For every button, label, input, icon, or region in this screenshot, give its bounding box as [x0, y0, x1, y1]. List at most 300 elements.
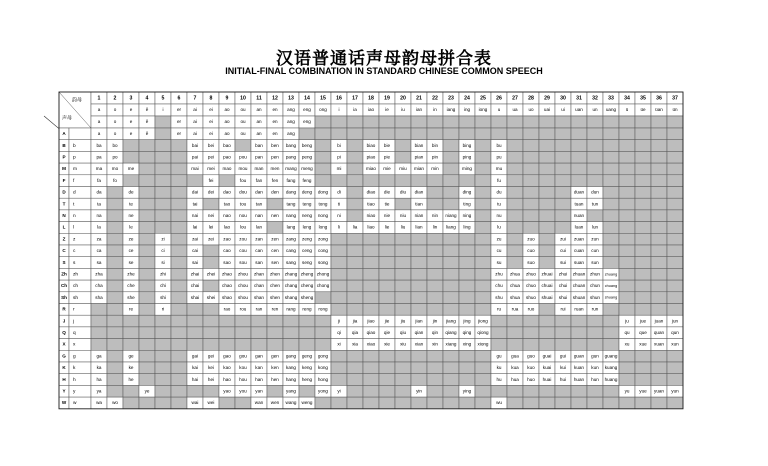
syllable-cell: [139, 257, 155, 269]
row-number: W: [61, 400, 67, 406]
syllable-cell: [139, 339, 155, 351]
syllable-label: hun: [591, 376, 599, 382]
syllable-label: tai: [192, 201, 198, 207]
syllable-label: bi: [337, 142, 341, 148]
syllable-label: ca: [96, 248, 102, 254]
syllable-cell: [299, 339, 315, 351]
syllable-label: nen: [271, 212, 279, 218]
syllable-label: wen: [270, 400, 280, 406]
syllable-label: den: [271, 189, 279, 195]
syllable-label: hui: [559, 376, 567, 382]
syllable-label: chong: [316, 283, 330, 289]
syllable-cell: [603, 140, 619, 152]
syllable-label: kuo: [527, 365, 535, 371]
syllable-cell: [459, 397, 475, 409]
syllable-cell: [91, 339, 107, 351]
syllable-label: guang: [604, 353, 618, 359]
syllable-cell: [203, 257, 219, 269]
syllable-cell: [331, 257, 347, 269]
syllable-cell: [107, 233, 123, 245]
syllable-cell: [603, 187, 619, 199]
syllable-label: rui: [560, 306, 566, 312]
syllable-cell: [427, 233, 443, 245]
column-number: 28: [528, 95, 534, 102]
syllable-label: chu: [495, 283, 503, 289]
syllable-label: o: [113, 131, 117, 137]
syllable-cell: [171, 304, 187, 316]
row-number: J: [62, 318, 66, 324]
syllable-label: tang: [286, 201, 296, 207]
syllable-label: hang: [285, 376, 297, 382]
syllable-cell: [539, 163, 555, 175]
syllable-cell: [411, 245, 427, 257]
syllable-cell: [107, 292, 123, 304]
syllable-cell: [587, 163, 603, 175]
syllable-label: weng: [301, 400, 313, 406]
syllable-cell: [507, 163, 523, 175]
syllable-cell: [315, 151, 331, 163]
syllable-cell: [155, 327, 171, 339]
syllable-cell: [539, 128, 555, 140]
syllable-cell: [331, 362, 347, 374]
syllable-cell: [443, 140, 459, 152]
syllable-label: tiao: [367, 201, 375, 207]
syllable-label: zhuang: [604, 272, 618, 277]
syllable-label: pa: [96, 154, 102, 160]
final-zero-initial-label: o: [113, 119, 117, 125]
syllable-label: pei: [207, 154, 215, 160]
syllable-label: an: [256, 131, 262, 137]
syllable-label: shan: [254, 294, 264, 300]
syllable-cell: [443, 304, 459, 316]
syllable-cell: [539, 304, 555, 316]
syllable-label: zang: [286, 236, 296, 242]
syllable-cell: [539, 397, 555, 409]
syllable-label: di: [337, 189, 341, 195]
syllable-cell: [395, 280, 411, 292]
title-english: INITIAL-FINAL COMBINATION IN STANDARD CHINESE COMMON SPEECH: [225, 66, 543, 76]
column-number: 20: [400, 95, 406, 102]
final-label: uang: [605, 107, 617, 113]
syllable-label: ni: [337, 212, 341, 218]
syllable-cell: [427, 245, 443, 257]
syllable-cell: [267, 385, 283, 397]
syllable-cell: [411, 292, 427, 304]
syllable-label: zen: [271, 236, 279, 242]
syllable-label: zui: [560, 236, 566, 242]
syllable-label: dao: [223, 189, 231, 195]
syllable-label: niang: [445, 212, 457, 218]
syllable-label: de: [128, 189, 134, 195]
syllable-cell: [475, 163, 491, 175]
syllable-label: nuan: [573, 212, 585, 218]
syllable-cell: [603, 397, 619, 409]
syllable-label: tian: [415, 201, 423, 207]
syllable-label: wang: [285, 400, 297, 406]
syllable-label: en: [272, 131, 278, 137]
syllable-label: wa: [96, 400, 102, 406]
syllable-cell: [315, 327, 331, 339]
final-zero-initial-cell: [443, 116, 459, 128]
syllable-label: shao: [222, 294, 232, 300]
syllable-label: ken: [271, 365, 279, 371]
syllable-cell: [539, 175, 555, 187]
syllable-label: mang: [285, 166, 297, 172]
syllable-cell: [379, 257, 395, 269]
syllable-cell: [459, 128, 475, 140]
syllable-label: qun: [671, 329, 679, 335]
syllable-cell: [635, 233, 651, 245]
syllable-cell: [539, 140, 555, 152]
syllable-cell: [571, 151, 587, 163]
syllable-label: ren: [271, 306, 279, 312]
syllable-label: ao: [224, 131, 230, 137]
syllable-cell: [411, 304, 427, 316]
syllable-label: die: [383, 189, 391, 195]
syllable-label: nie: [383, 212, 391, 218]
syllable-label: he: [128, 376, 134, 382]
syllable-cell: [139, 280, 155, 292]
syllable-cell: [379, 233, 395, 245]
syllable-label: mei: [207, 166, 215, 172]
syllable-cell: [411, 268, 427, 280]
syllable-cell: [107, 315, 123, 327]
syllable-cell: [363, 350, 379, 362]
syllable-label: zhuai: [541, 271, 553, 277]
syllable-cell: [347, 233, 363, 245]
syllable-label: e: [129, 131, 133, 137]
syllable-label: shi: [160, 294, 166, 300]
syllable-label: bian: [414, 142, 424, 148]
syllable-label: mie: [383, 166, 391, 172]
syllable-cell: [475, 268, 491, 280]
syllable-cell: [427, 397, 443, 409]
syllable-cell: [171, 327, 187, 339]
syllable-label: pie: [383, 154, 391, 160]
syllable-label: ye: [144, 388, 150, 394]
syllable-cell: [139, 397, 155, 409]
syllable-cell: [571, 339, 587, 351]
syllable-label: chen: [270, 283, 280, 289]
syllable-label: dan: [255, 189, 263, 195]
syllable-cell: [635, 257, 651, 269]
syllable-label: hei: [207, 376, 215, 382]
syllable-label: cuan: [574, 248, 584, 254]
syllable-cell: [571, 315, 587, 327]
syllable-cell: [603, 257, 619, 269]
syllable-cell: [619, 151, 635, 163]
syllable-cell: [667, 163, 683, 175]
syllable-label: xie: [384, 341, 390, 347]
syllable-label: ti: [337, 201, 341, 207]
syllable-cell: [507, 257, 523, 269]
syllable-label: men: [270, 166, 280, 172]
syllable-label: mo: [111, 166, 119, 172]
column-number: 3: [129, 95, 133, 102]
syllable-cell: [555, 128, 571, 140]
syllable-label: geng: [301, 353, 313, 359]
column-number: 22: [432, 95, 438, 102]
initial-label: q: [73, 331, 76, 337]
column-number: 4: [145, 95, 149, 102]
column-number: 26: [496, 95, 502, 102]
syllable-label: wo: [112, 400, 118, 406]
syllable-label: fei: [208, 177, 214, 183]
syllable-cell: [347, 362, 363, 374]
final-zero-initial-label: a: [97, 119, 101, 125]
final-label: ie: [385, 107, 389, 113]
syllable-cell: [171, 315, 187, 327]
syllable-cell: [635, 151, 651, 163]
syllable-cell: [219, 327, 235, 339]
final-label: iang: [446, 107, 456, 113]
initial-cell: [69, 128, 91, 140]
syllable-label: lei: [208, 224, 214, 230]
syllable-cell: [171, 362, 187, 374]
syllable-cell: [667, 128, 683, 140]
initial-label: b: [73, 143, 76, 149]
syllable-label: pai: [191, 154, 199, 160]
syllable-cell: [539, 198, 555, 210]
syllable-cell: [603, 327, 619, 339]
syllable-cell: [571, 385, 587, 397]
syllable-cell: [363, 175, 379, 187]
syllable-label: cu: [496, 248, 502, 254]
syllable-cell: [331, 350, 347, 362]
syllable-label: nou: [239, 212, 247, 218]
initial-label: k: [73, 366, 76, 372]
syllable-label: lian: [415, 224, 423, 230]
syllable-label: pao: [223, 154, 231, 160]
syllable-cell: [251, 339, 267, 351]
syllable-label: da: [96, 189, 102, 195]
column-number: 36: [656, 95, 662, 102]
syllable-label: gua: [511, 353, 519, 359]
syllable-cell: [139, 268, 155, 280]
syllable-cell: [139, 327, 155, 339]
syllable-label: ling: [463, 224, 471, 230]
syllable-label: pin: [431, 154, 439, 160]
syllable-label: seng: [302, 259, 312, 265]
syllable-label: yun: [671, 388, 679, 394]
final-zero-initial-label: en: [272, 119, 278, 125]
syllable-label: shou: [238, 294, 248, 300]
syllable-label: zhui: [558, 271, 568, 277]
syllable-label: ei: [209, 131, 213, 137]
syllable-cell: [667, 233, 683, 245]
syllable-cell: [379, 350, 395, 362]
final-label: e: [129, 107, 133, 113]
syllable-cell: [347, 175, 363, 187]
syllable-label: leng: [302, 224, 312, 230]
syllable-label: kun: [591, 365, 599, 371]
syllable-label: qing: [462, 329, 472, 335]
syllable-label: cun: [591, 248, 599, 254]
final-label: i: [338, 107, 340, 113]
syllable-label: jiong: [478, 318, 488, 324]
syllable-cell: [539, 222, 555, 234]
syllable-label: fang: [286, 177, 296, 183]
syllable-cell: [171, 350, 187, 362]
syllable-label: nan: [255, 212, 263, 218]
syllable-label: zan: [255, 236, 263, 242]
syllable-label: zai: [192, 236, 198, 242]
syllable-cell: [651, 128, 667, 140]
syllable-cell: [475, 233, 491, 245]
final-zero-initial-cell: [667, 116, 683, 128]
syllable-cell: [139, 304, 155, 316]
syllable-cell: [587, 339, 603, 351]
syllable-cell: [619, 304, 635, 316]
syllable-cell: [107, 327, 123, 339]
syllable-cell: [299, 315, 315, 327]
syllable-label: huai: [542, 376, 552, 382]
syllable-cell: [475, 397, 491, 409]
syllable-cell: [523, 163, 539, 175]
syllable-cell: [155, 140, 171, 152]
syllable-label: tou: [239, 201, 247, 207]
syllable-cell: [107, 374, 123, 386]
syllable-cell: [635, 292, 651, 304]
syllable-label: dei: [207, 189, 215, 195]
syllable-cell: [347, 268, 363, 280]
column-number: 13: [288, 95, 294, 102]
syllable-cell: [139, 210, 155, 222]
syllable-cell: [363, 362, 379, 374]
final-zero-initial-label: e: [129, 119, 133, 125]
final-zero-initial-label: ei: [209, 119, 213, 125]
initial-label: m: [73, 167, 77, 173]
syllable-label: lun: [591, 224, 599, 230]
final-zero-initial-label: er: [176, 119, 182, 125]
syllable-cell: [219, 315, 235, 327]
syllable-label: lu: [497, 224, 501, 230]
syllable-label: diu: [399, 189, 407, 195]
syllable-cell: [523, 315, 539, 327]
syllable-cell: [475, 128, 491, 140]
syllable-cell: [331, 175, 347, 187]
column-number: 32: [592, 95, 598, 102]
syllable-label: huang: [604, 376, 618, 382]
syllable-label: mou: [238, 166, 248, 172]
syllable-label: ba: [96, 142, 102, 148]
initial-label: c: [73, 249, 76, 255]
syllable-cell: [107, 222, 123, 234]
syllable-cell: [171, 163, 187, 175]
syllable-label: xiang: [445, 341, 457, 347]
syllable-label: te: [129, 201, 133, 207]
syllable-cell: [651, 280, 667, 292]
syllable-cell: [459, 245, 475, 257]
syllable-cell: [651, 374, 667, 386]
syllable-cell: [331, 245, 347, 257]
syllable-label: yong: [318, 388, 328, 394]
row-number: T: [62, 201, 66, 207]
final-zero-initial-cell: [523, 116, 539, 128]
row-number: B: [62, 142, 66, 148]
final-label: iong: [478, 107, 488, 113]
syllable-cell: [475, 280, 491, 292]
syllable-label: chang: [284, 283, 298, 289]
syllable-label: zha: [95, 271, 103, 277]
syllable-cell: [619, 257, 635, 269]
final-zero-initial-cell: [411, 116, 427, 128]
column-number: 14: [304, 95, 310, 102]
syllable-cell: [219, 175, 235, 187]
column-number: 12: [272, 95, 278, 102]
syllable-cell: [491, 315, 507, 327]
syllable-cell: [107, 245, 123, 257]
corner-label-initials: 声母: [61, 115, 73, 122]
column-number: 24: [464, 95, 470, 102]
syllable-label: zuan: [574, 236, 584, 242]
column-number: 34: [624, 95, 630, 102]
syllable-cell: [123, 339, 139, 351]
syllable-cell: [555, 140, 571, 152]
syllable-cell: [427, 268, 443, 280]
syllable-cell: [315, 175, 331, 187]
syllable-label: tuan: [574, 201, 584, 207]
syllable-label: mai: [191, 166, 199, 172]
syllable-label: cen: [271, 248, 279, 254]
final-label: ian: [415, 107, 423, 113]
syllable-label: ke: [128, 365, 134, 371]
syllable-cell: [619, 292, 635, 304]
syllable-cell: [667, 210, 683, 222]
corner-label-finals: 韵母: [71, 97, 83, 104]
initial-label: f: [73, 178, 75, 184]
syllable-label: mao: [222, 166, 232, 172]
syllable-cell: [667, 280, 683, 292]
syllable-label: yin: [416, 388, 422, 394]
syllable-cell: [491, 385, 507, 397]
row-number: S: [62, 259, 66, 265]
syllable-label: xin: [432, 341, 438, 347]
syllable-cell: [651, 268, 667, 280]
syllable-cell: [667, 175, 683, 187]
final-zero-initial-cell: [395, 116, 411, 128]
syllable-cell: [139, 175, 155, 187]
syllable-cell: [347, 257, 363, 269]
syllable-cell: [523, 187, 539, 199]
syllable-cell: [347, 350, 363, 362]
final-label: ao: [224, 107, 230, 113]
syllable-cell: [235, 397, 251, 409]
syllable-cell: [651, 257, 667, 269]
syllable-cell: [187, 385, 203, 397]
syllable-label: qi: [337, 329, 341, 335]
column-number: 21: [416, 95, 422, 102]
syllable-label: shua: [510, 294, 520, 300]
syllable-cell: [635, 362, 651, 374]
syllable-cell: [475, 140, 491, 152]
syllable-cell: [139, 350, 155, 362]
syllable-cell: [507, 327, 523, 339]
syllable-cell: [139, 362, 155, 374]
syllable-label: bu: [496, 142, 502, 148]
syllable-cell: [395, 140, 411, 152]
syllable-cell: [411, 350, 427, 362]
syllable-label: can: [255, 248, 263, 254]
syllable-cell: [667, 222, 683, 234]
syllable-cell: [507, 233, 523, 245]
initial-label: x: [73, 342, 76, 348]
syllable-cell: [587, 175, 603, 187]
syllable-cell: [475, 210, 491, 222]
syllable-label: rou: [239, 306, 247, 312]
syllable-cell: [507, 140, 523, 152]
final-zero-initial-label: ê: [145, 119, 149, 125]
